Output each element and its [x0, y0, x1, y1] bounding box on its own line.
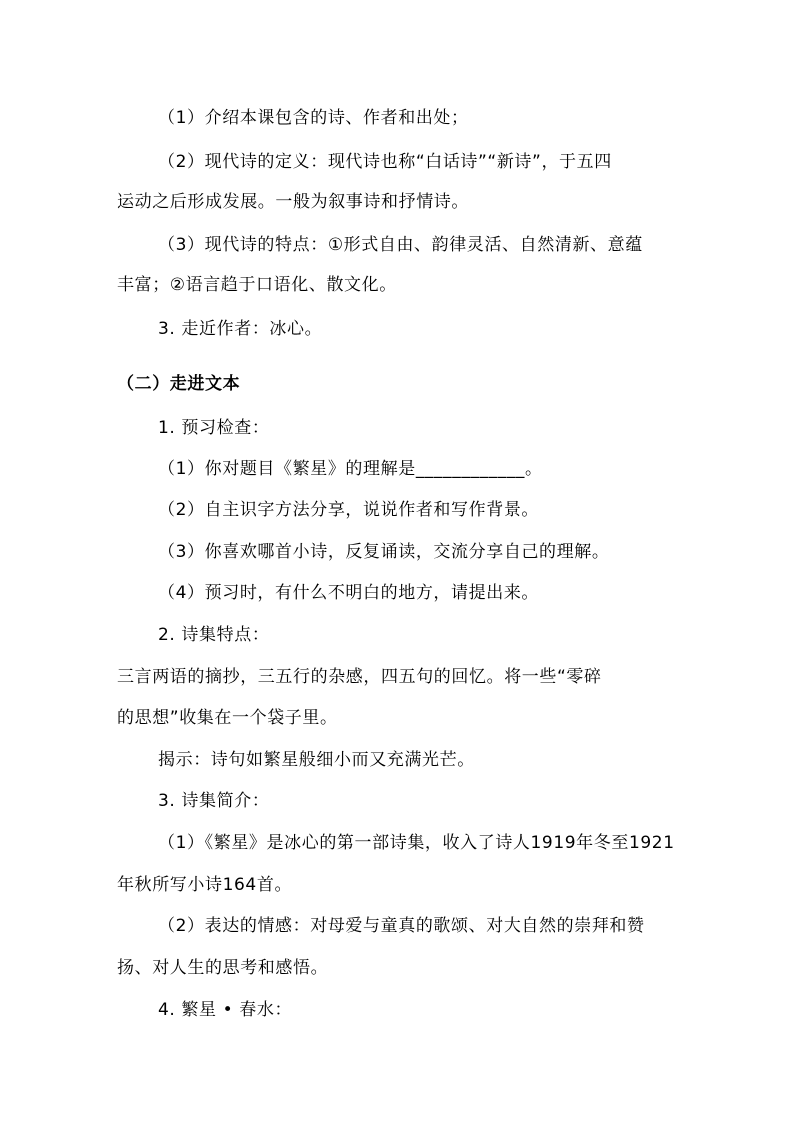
preview-question-4: （4）预习时，有什么不明白的地方，请提出来。 — [158, 583, 540, 603]
section-heading: （二）走进文本 — [117, 374, 241, 394]
preview-question-2: （2）自主识字方法分享，说说作者和写作背景。 — [158, 500, 540, 520]
author-line: 3. 走近作者：冰心。 — [158, 319, 323, 339]
collection-intro-item-1: （1）《繁星》是冰心的第一部诗集，收入了诗人1919年冬至1921 — [158, 833, 675, 853]
intro-item-2: （2）现代诗的定义：现代诗也称“白话诗”“新诗”，于五四 — [158, 152, 612, 172]
collection-intro-item-2: （2）表达的情感：对母爱与童真的歌颂、对大自然的崇拜和赞 — [158, 916, 645, 936]
preview-question-3: （3）你喜欢哪首小诗，反复诵读，交流分享自己的理解。 — [158, 542, 610, 562]
collection-intro-item-1-continued: 年秋所写小诗164首。 — [117, 875, 293, 895]
collection-features-heading: 2. 诗集特点： — [158, 625, 270, 645]
intro-item-3-continued: 丰富；②语言趋于口语化、散文化。 — [117, 275, 397, 295]
reveal-line: 揭示：诗句如繁星般细小而又充满光芒。 — [158, 750, 475, 770]
intro-item-3: （3）现代诗的特点：①形式自由、韵律灵活、自然清新、意蕴 — [158, 235, 643, 255]
fanxing-chunshui-heading: 4. 繁星 • 春水： — [158, 1000, 293, 1020]
collection-features-text-continued: 的思想”收集在一个袋子里。 — [117, 708, 338, 728]
collection-features-text: 三言两语的摘抄，三五行的杂感，四五句的回忆。将一些“零碎 — [117, 667, 602, 687]
intro-item-2-continued: 运动之后形成发展。一般为叙事诗和抒情诗。 — [117, 192, 469, 212]
preview-check-heading: 1. 预习检查： — [158, 418, 270, 438]
collection-intro-item-2-continued: 扬、对人生的思考和感悟。 — [117, 958, 329, 978]
intro-item-1: （1）介绍本课包含的诗、作者和出处； — [158, 108, 469, 128]
collection-intro-heading: 3. 诗集简介： — [158, 791, 270, 811]
preview-question-1: （1）你对题目《繁星》的理解是____________。 — [158, 459, 543, 479]
